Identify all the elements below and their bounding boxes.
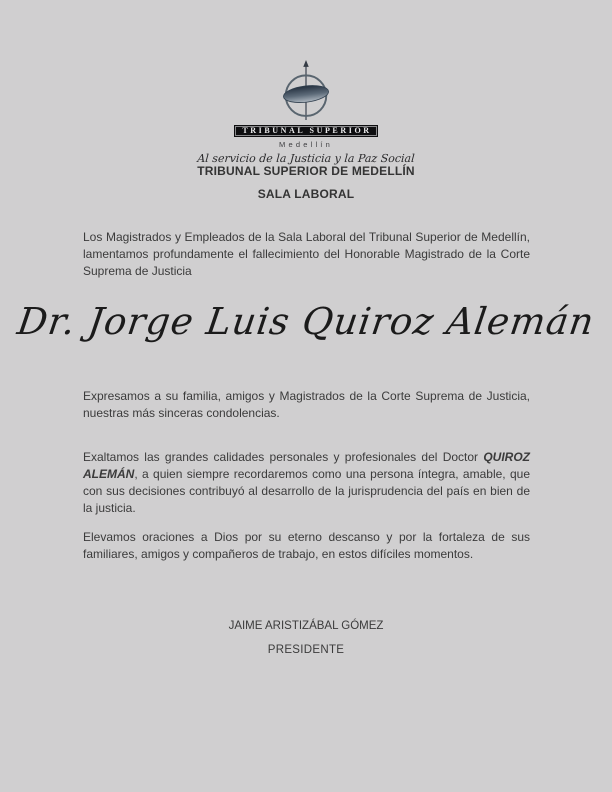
honoree-name-script: Dr. Jorge Luis Quiroz Alemán xyxy=(14,300,598,343)
tribute-text-after: , a quien siempre recordaremos como una persona íntegra, amable, que con sus decisiones contribuyó al desarrollo de la jurisprudencia del país en bien de la justicia. xyxy=(83,467,530,515)
document-subtitle: SALA LABORAL xyxy=(257,187,355,201)
armillary-sphere-icon xyxy=(261,60,351,120)
letterhead-logo xyxy=(0,60,612,165)
tribute-text-before: Exaltamos las grandes calidades personales y profesionales del Doctor xyxy=(83,450,484,464)
signature-role: PRESIDENTE xyxy=(267,644,345,656)
paragraph-condolences: Expresamos a su familia, amigos y Magistrados de la Corte Suprema de Justicia, nuestras más sinceras condolencias. xyxy=(83,389,530,420)
paragraph-announcement: Los Magistrados y Empleados de la Sala Laboral del Tribunal Superior de Medellín, lamentamos profundamente el fallecimiento del Honorable Magistrado de la Corte Suprema de Justicia xyxy=(83,230,530,278)
signature-name: JAIME ARISTIZÁBAL GÓMEZ xyxy=(228,620,384,632)
paragraph-prayers: Elevamos oraciones a Dios por su eterno descanso y por la fortaleza de sus familiares, amigos y compañeros de trabajo, en estos difíciles momentos. xyxy=(83,530,530,561)
tribute-name-emphasis: QUIROZ ALEMÁN xyxy=(83,450,530,481)
logo-name-bar: TRIBUNAL SUPERIOR xyxy=(234,125,377,138)
document-title: TRIBUNAL SUPERIOR DE MEDELLÍN xyxy=(197,164,415,178)
logo-tagline: Al servicio de la Justicia y la Paz Social xyxy=(196,152,416,165)
logo-city-label: Medellín xyxy=(279,140,333,149)
paragraph-tribute xyxy=(83,449,530,517)
